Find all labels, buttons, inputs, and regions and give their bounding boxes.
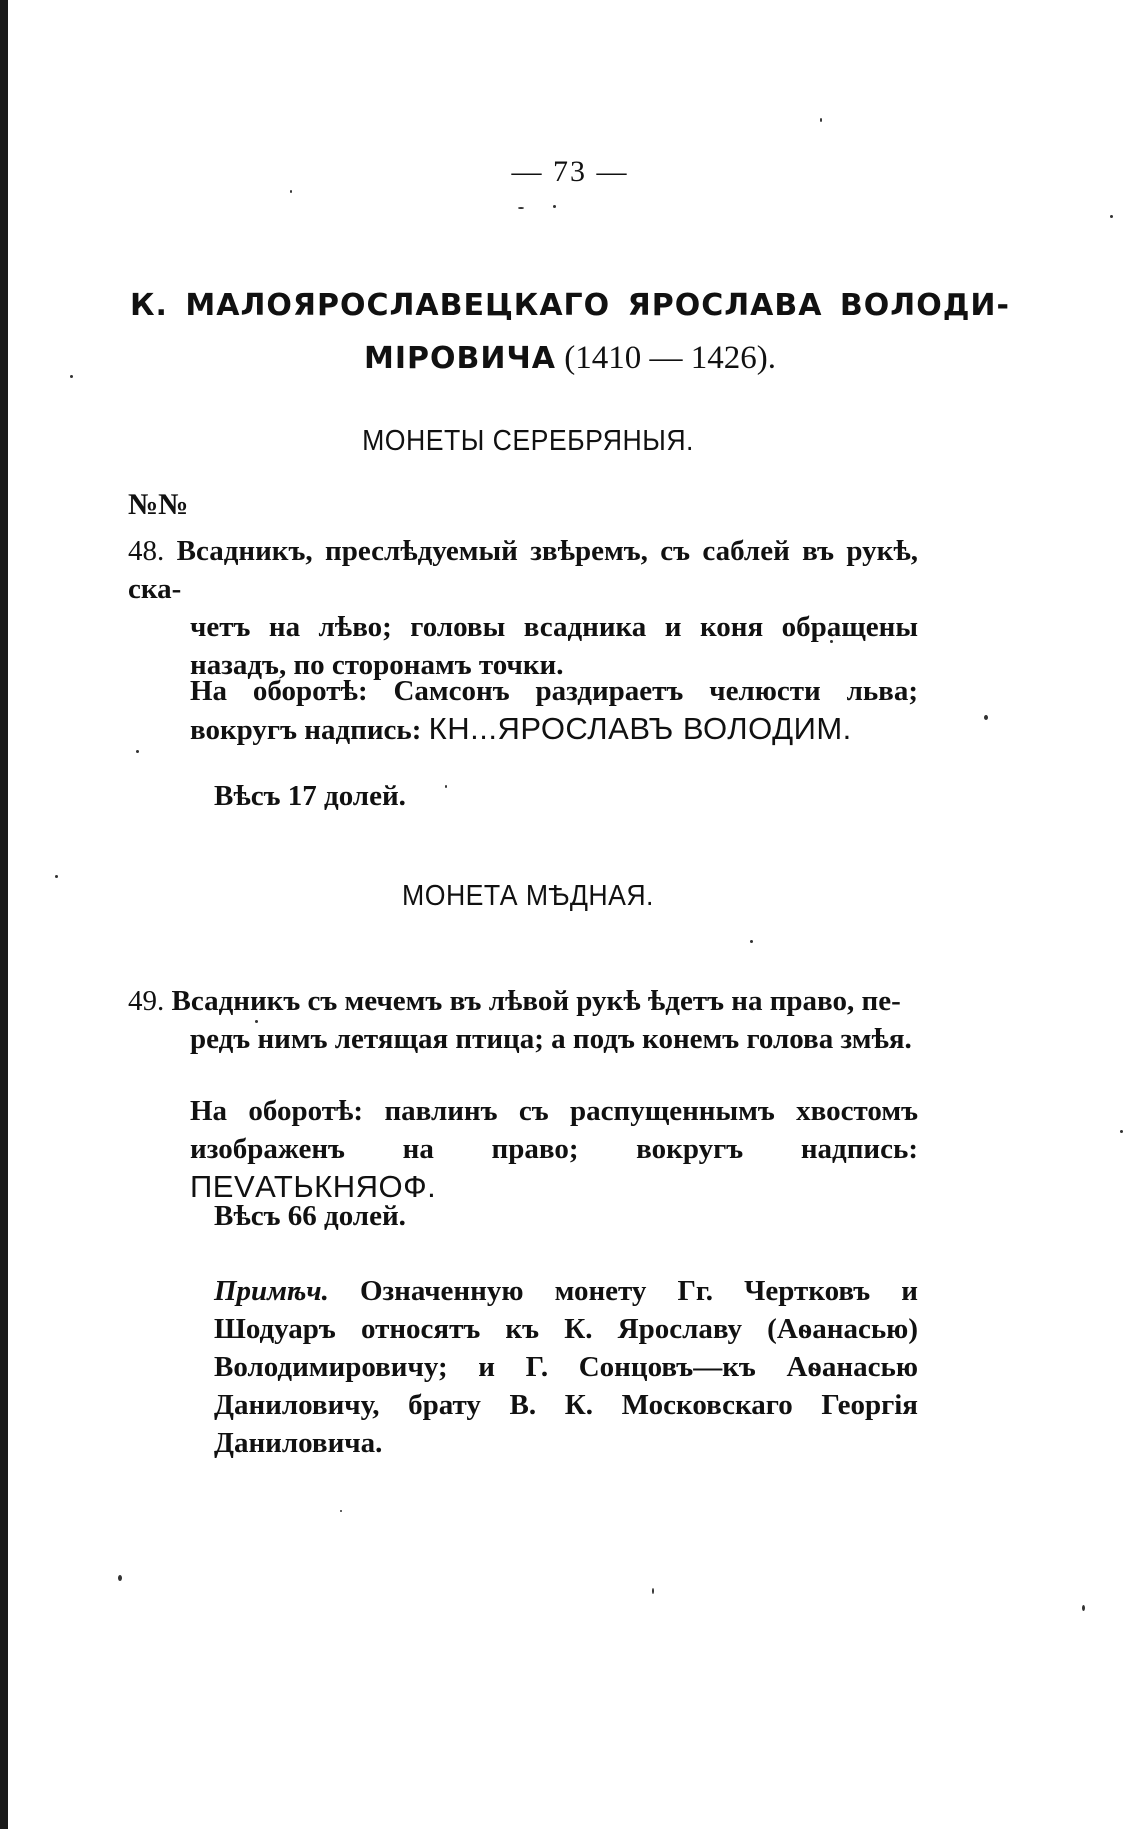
entry-48-number: 48. xyxy=(128,535,165,567)
entry-48-text-rest: четъ на лѣво; головы всадника и коня обращены назадъ, по сторонамъ точки. xyxy=(190,611,918,681)
entry-49-number: 49. xyxy=(128,985,165,1017)
footnote xyxy=(214,1272,918,1462)
entry-49-reverse-text: На оборотѣ: павлинъ съ распущеннымъ хвостомъ изображенъ на право; вокругъ надпись: xyxy=(190,1095,918,1165)
entry-49-reverse-legend: ПЕVАТЬКНЯОФ. xyxy=(190,1169,437,1204)
page-binding-edge xyxy=(0,0,8,1829)
entry-49-description xyxy=(128,982,918,1058)
entry-48-reverse-text: На оборотѣ: Самсонъ раздираетъ челюсти льва; вокругъ надпись: xyxy=(190,675,918,746)
chapter-title-line1: К. МАЛОЯРОСЛАВЕЦКАГО ЯРОСЛАВА ВОЛОДИ- xyxy=(130,288,1010,323)
section-heading-silver: МОНЕТЫ СЕРЕБРЯНЫЯ. xyxy=(362,425,694,457)
entry-48-reverse-legend: КН...ЯРОСЛАВЪ ВОЛОДИМ. xyxy=(428,711,852,746)
chapter-title xyxy=(130,280,1010,385)
entry-48-text-first: Всадникъ, преслѣдуемый звѣремъ, съ саблей въ рукѣ, ска- xyxy=(128,535,918,605)
chapter-title-line2 xyxy=(130,332,1010,385)
numbers-sign: №№ xyxy=(128,488,189,521)
entry-49-text-first: Всадникъ съ мечемъ въ лѣвой рукѣ ѣдетъ на право, пе- xyxy=(164,985,901,1017)
chapter-title-years: (1410 — 1426). xyxy=(555,340,776,376)
page-number: — 73 — xyxy=(511,155,629,188)
entry-49-text-rest: редъ нимъ летящая птица; а подъ конемъ голова змѣя. xyxy=(190,1023,912,1055)
entry-49-weight: Вѣсъ 66 долей. xyxy=(214,1200,406,1232)
footnote-label: Примѣч. xyxy=(214,1275,329,1307)
entry-49-reverse xyxy=(190,1092,918,1207)
entry-48-reverse xyxy=(190,672,918,749)
footnote-text: Означенную монету Гг. Чертковъ и Шодуаръ относятъ къ К. Ярославу (Аѳанасью) Володимировичу; и Г. Сонцовъ—къ Аѳанасью Даниловичу, брату В. К. Московскаго Георгія Даниловича. xyxy=(214,1275,918,1459)
section-heading-copper: МОНЕТА МѢДНАЯ. xyxy=(402,880,654,912)
entry-48-description xyxy=(128,532,918,684)
entry-48-weight: Вѣсъ 17 долей. xyxy=(214,780,406,812)
chapter-title-name: МІРОВИЧА xyxy=(364,341,556,376)
